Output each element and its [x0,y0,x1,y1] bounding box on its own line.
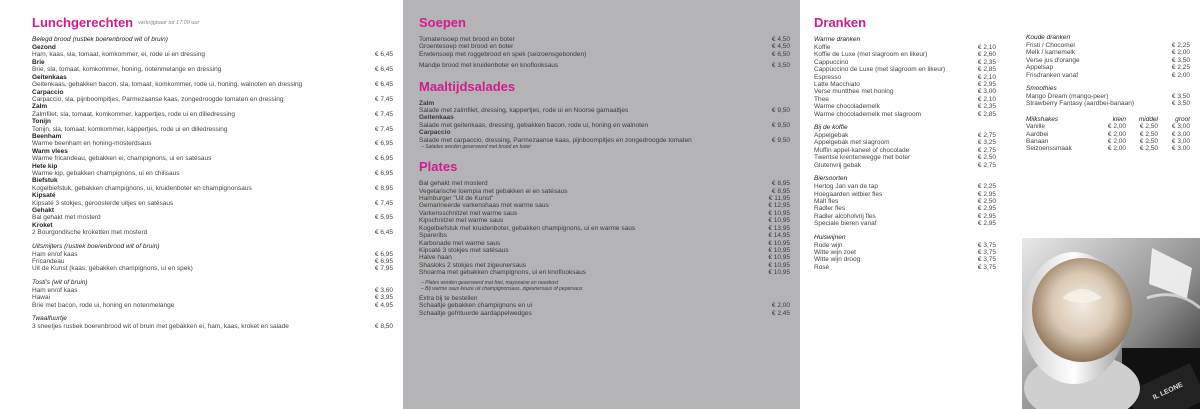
wijn-list [814,242,996,272]
item-name: Carpaccio [32,88,64,96]
item-price: € 8,50 [374,323,393,331]
item-description: Carpaccio, sla, pijnboompitjes, Parmezaanse kaas, zongedroogde tomaten en dressing [32,95,284,103]
plates-note-2: – Bij warme saus keuze uit champignonsaus, zigeunersaus of pepersaus [421,285,583,292]
salades-note: – Salades worden geserveerd met brood en boter [421,144,532,151]
menu-item [32,66,393,73]
menu-item [32,251,393,258]
item-price: € 6,45 [374,51,393,59]
salades-title: Maaltijdsalades [419,78,516,94]
lunch-column [0,0,403,409]
item-price: € 10,95 [768,217,790,225]
item-description: Speciale bieren vanaf [814,220,877,228]
item-price: € 2,85 [977,110,996,118]
menu-item [419,247,790,254]
item-description: Halve haan [419,254,452,262]
item-name: Kipsaté [32,192,56,200]
item-description: Hamburger "Uit de Kunst" [419,195,494,203]
item-description: Fricandeau [32,258,65,266]
item-description: Kipschnitzel met warme saus [419,217,504,225]
menu-item [419,240,790,247]
menu-item [32,185,393,192]
soepen-list [419,36,790,58]
plates-list [419,180,790,276]
item-description: Brie, sla, tomaat, komkommer, honing, notenmelange en dressing [32,66,222,74]
item-price: € 11,95 [768,195,790,203]
menu-item [1026,93,1190,100]
milkshake-price: € 2,00 [1107,145,1126,153]
item-price: € 2,60 [977,51,996,59]
menu-item [814,147,996,154]
koffie-list [814,132,996,169]
item-description: Uit de Kunst (kaas, gebakken champignons, ui en spek) [32,265,193,273]
menu-item [1026,64,1190,71]
soepen-extra: Mandje brood met kruidenboter en knoflooksaus € 3,50 [419,62,790,70]
item-price: € 2,50 [977,154,996,162]
item-description: Rosé [814,263,830,271]
item-description: Kogelbiefstuk, gebakken champignons, ui, kruidenboter en champignonsaus [32,184,252,192]
menu-item [1026,49,1190,56]
extra-list [419,302,790,317]
item-description: Warme fricandeau, gebakken ei, champignons, ui en satésaus [32,155,212,163]
item-price: € 7,45 [374,95,393,103]
item-description: Tonijn, sla, tomaat, komkommer, kappertjes, rode ui en dilledressing [32,125,228,133]
menu-item [32,155,393,162]
item-name: Biefstuk [32,177,58,185]
item-description: Gemarineerde varkenshaas met warme saus [419,202,549,210]
menu-item [814,132,996,139]
item-description: Shoarma met gebakken champignons, ui en knoflooksaus [419,269,586,277]
item-price: € 2,95 [977,81,996,89]
twaalfuurtje-list [32,323,393,330]
item-description: Bal gehakt met mosterd [32,214,101,222]
item-price: € 2,25 [1171,64,1190,72]
item-price: € 4,95 [374,301,393,309]
brood-header: Belegd brood (rustiek boerenbrood wit of bruin) [32,36,168,44]
plates-title: Plates [419,159,458,175]
item-price: € 14,95 [768,232,790,240]
menu-item [814,249,996,256]
dranken-right [1026,34,1190,153]
item-price: € 2,10 [977,95,996,103]
milkshake-price: € 2,50 [1139,138,1158,146]
item-description: Kipsaté 3 stokjes, geroosterde uitjes en satésaus [32,199,174,207]
item-description: Warme chocolademelk met slagroom [814,110,922,118]
item-description: Rode wijn [814,241,843,249]
menu-item [814,198,996,205]
menu-item [419,43,790,50]
menu-item [419,210,790,217]
item-name: Kroket [32,221,53,229]
milkshake-flavor: Vanille [1026,123,1046,131]
item-name: Hete kip [32,162,58,170]
menu-item [814,154,996,161]
item-description: Koffie [814,44,831,51]
item-description: Appelgebak [814,132,849,140]
item-description: Latte Macchiato [814,81,860,89]
menu-item [419,107,790,114]
menu-item [814,59,996,66]
item-description: Warme beenham en honing-mosterdsaus [32,140,152,148]
item-price: € 2,75 [977,146,996,154]
menu-item [814,139,996,146]
gray-column [403,0,800,409]
tostis-list [32,287,393,309]
item-price: € 6,95 [374,258,393,266]
bier-list [814,183,996,227]
menu-item [419,51,790,58]
menu-item [419,269,790,276]
item-price: € 5,95 [374,214,393,222]
milkshake-price: € 2,00 [1107,130,1126,138]
menu-item [32,294,393,301]
warm-list [814,44,996,118]
plates-note-1: – Plates worden geserveerd met friet, mayonaise en rauwkost [421,279,559,286]
menu-item [814,162,996,169]
item-description: Bal gehakt met mosterd [419,180,488,188]
tostis-header: Tosti's (wit of bruin) [32,278,88,286]
dranken-title: Dranken [814,15,867,30]
item-price: € 6,50 [771,50,790,58]
item-description: Ham, kaas, sla, tomaat, komkommer, ei, rode ui en dressing [32,51,206,59]
item-price: € 2,95 [977,212,996,220]
item-price: € 2,35 [977,103,996,111]
menu-item [419,122,790,129]
item-price: € 10,95 [768,269,790,277]
item-description: Hawai [32,294,51,302]
menu-item [814,220,996,227]
menu-item [419,36,790,43]
item-description: Strawberry Fantasy (aardbei-banaan) [1026,100,1135,108]
item-description: Schaaltje gefrituurde aardappelwedges [419,309,532,317]
item-description: Melk / karnemelk [1026,49,1076,57]
item-description: Frisdranken vanaf [1026,71,1079,79]
menu-item [419,254,790,261]
menu-item [419,195,790,202]
menu-item [1026,72,1190,79]
item-price: € 10,95 [768,261,790,269]
item-description: Mango Dream (mango-peer) [1026,93,1109,101]
item-name: Gezond [32,44,56,52]
milkshake-price: € 2,50 [1139,130,1158,138]
milkshakes-header: Milkshakes klein middel groot [1026,115,1190,123]
menu-item [419,302,790,309]
item-description: Geitenkaas, gebakken bacon, sla, tomaat, komkommer, rode ui, honing, walnoten en dressing [32,81,303,89]
item-price: € 3,75 [977,241,996,249]
item-price: € 2,35 [977,58,996,66]
item-description: Koffie de Luxe (met slagroom en likeur) [814,51,928,59]
item-price: € 2,00 [1171,71,1190,79]
item-description: Appelgebak met slagroom [814,139,890,147]
item-price: € 8,95 [374,184,393,192]
item-price: € 6,45 [374,66,393,74]
menu-item [419,310,790,317]
item-name: Geitenkaas [419,114,454,122]
milkshake-row [1026,131,1190,138]
item-price: € 7,45 [374,110,393,118]
item-description: Spareribs [419,232,447,240]
item-description: Cappuccino [814,58,849,66]
menu-item [814,183,996,190]
item-name: Geitenkaas [32,73,67,81]
warm-header: Warme dranken [814,36,861,43]
menu-item [419,137,790,144]
menu-item [419,180,790,187]
item-description: Salade met geitenkaas, dressing, gebakken bacon, rode ui, honing en walnoten [419,121,649,129]
item-description: Muffin appel-kaneel of chocolade [814,146,910,154]
koffie-header: Bij de koffie [814,124,848,132]
item-price: € 3,60 [374,286,393,294]
item-price: € 9,50 [771,121,790,129]
item-price: € 2,10 [977,73,996,81]
menu-item [814,205,996,212]
uitsmijters-list [32,251,393,273]
item-price: € 9,50 [771,107,790,115]
item-price: € 2,00 [1171,49,1190,57]
item-name: Carpaccio [419,129,451,137]
menu-item [32,258,393,265]
photo-label: IL LEONE [1152,381,1185,402]
item-description: Thee [814,95,829,103]
milkshake-price: € 2,00 [1107,123,1126,131]
item-description: Twentse krentenwegge met boter [814,154,911,162]
item-name: Tonijn [32,118,52,126]
lunch-title: Lunchgerechten verkrijgbaar tot 17:00 uur [32,15,200,30]
soepen-title: Soepen [419,15,466,30]
item-price: € 13,95 [768,224,790,232]
coffee-photo [1022,238,1200,409]
milkshake-flavor: Aardbei [1026,130,1049,138]
item-price: € 7,95 [374,265,393,273]
milkshakes-list [1026,123,1190,153]
milkshake-flavor: Banaan [1026,138,1049,146]
menu-item [32,302,393,309]
item-description: Erwtensoep met roggebrood en spek (seizoensgebonden) [419,50,587,58]
milkshake-price: € 3,00 [1171,138,1190,146]
item-description: Ham en/of kaas [32,250,78,258]
item-description: Verse jus d'orange [1026,56,1080,64]
item-price: € 2,95 [977,190,996,198]
item-description: Witte wijn zoet [814,248,856,256]
koud-header: Koude dranken [1026,34,1071,41]
menu-item [1026,100,1190,107]
item-name: Beenham [32,132,62,140]
item-price: € 3,95 [374,294,393,302]
item-price: € 6,95 [374,155,393,163]
menu-item [419,188,790,195]
brood-list [32,44,393,237]
item-price: € 9,50 [771,136,790,144]
menu-item [814,88,996,95]
menu-item [814,66,996,73]
menu-item [32,214,393,221]
menu-item [814,96,996,103]
item-description: Schaaltje gebakken champignons en ui [419,302,533,310]
item-price: € 2,95 [977,205,996,213]
milkshake-price: € 3,00 [1171,130,1190,138]
item-price: € 7,45 [374,125,393,133]
menu-item [814,44,996,51]
item-price: € 3,50 [1171,93,1190,101]
item-description: Tomatensoep met brood en boter [419,36,515,43]
menu-item [32,323,393,330]
item-price: € 6,95 [374,169,393,177]
item-price: € 2,50 [977,197,996,205]
menu-item [814,111,996,118]
item-description: Fristi / Chocomel [1026,42,1075,49]
item-price: € 2,00 [771,302,790,310]
lunch-subtitle: verkrijgbaar tot 17:00 uur [138,20,200,27]
milkshake-row [1026,145,1190,152]
menu-item [419,202,790,209]
menu-item [814,191,996,198]
item-description: Varkensschnitzel met warme saus [419,209,518,217]
item-description: 3 sneetjes rustiek boerenbrood wit of bruin met gebakken ei, ham, kaas, kroket en salade [32,323,289,331]
item-price: € 12,95 [768,202,790,210]
menu-item [32,200,393,207]
menu-item [32,126,393,133]
item-description: Warme kip, gebakken champignons, ui en chilisaus [32,169,180,177]
milkshake-row [1026,138,1190,145]
koud-list [1026,42,1190,79]
item-description: Ham en/of kaas [32,286,78,294]
item-price: € 2,25 [1171,42,1190,49]
item-description: 2 Bourgondische kroketten met mosterd [32,229,148,237]
menu-item [32,287,393,294]
item-description: Verse muntthee met honing [814,88,894,96]
milkshake-flavor: Seizoenssmaak [1026,145,1072,153]
item-description: Malt fles [814,197,839,205]
item-price: € 6,45 [374,229,393,237]
menu-item [32,96,393,103]
smoothies-list [1026,93,1190,108]
item-price: € 3,75 [977,263,996,271]
menu-item [419,232,790,239]
menu-item [32,51,393,58]
menu-item [32,81,393,88]
item-price: € 4,50 [771,43,790,51]
item-name: Zalm [419,99,435,107]
menu-item [32,140,393,147]
item-price: € 3,75 [977,256,996,264]
menu-item [814,256,996,263]
item-price: € 8,95 [771,180,790,188]
item-description: Cappuccino de Luxe (met slagroom en likeur) [814,66,946,74]
menu-item [32,229,393,236]
dranken-left [814,14,996,271]
milkshake-price: € 2,50 [1139,145,1158,153]
menu-item [419,262,790,269]
item-description: Hertog Jan van de tap [814,183,878,191]
milkshake-price: € 2,00 [1107,138,1126,146]
item-price: € 3,75 [977,248,996,256]
menu-item [814,51,996,58]
item-price: € 3,25 [977,139,996,147]
bier-header: Biersoorten [814,175,848,183]
menu-item [32,170,393,177]
item-description: Groentesoep met brood en boter [419,43,514,51]
item-price: € 6,45 [374,81,393,89]
item-description: Brie met bacon, rode ui, honing en notenmelange [32,301,175,309]
item-price: € 2,85 [977,66,996,74]
item-description: Hoegaarden witbier fles [814,190,883,198]
item-price: € 3,00 [977,88,996,96]
item-description: Warme chocolademelk [814,103,880,111]
item-description: Shasloks 2 stokjes met zigeunersaus [419,261,526,269]
smoothies-header: Smoothies [1026,85,1057,93]
item-price: € 2,95 [977,220,996,228]
item-price: € 10,95 [768,209,790,217]
item-price: € 4,50 [771,36,790,43]
item-price: € 2,10 [977,44,996,51]
salades-list [419,100,790,144]
menu-item [1026,42,1190,49]
uitsmijters-header: Uitsmijters (rustiek boerenbrood wit of bruin) [32,242,160,250]
item-price: € 8,95 [771,187,790,195]
item-name: Brie [32,58,45,66]
item-price: € 2,75 [977,161,996,169]
milkshake-price: € 3,00 [1171,145,1190,153]
item-description: Zalmfilet, sla, tomaat, komkommer, kappertjes, rode ui en dilledressing [32,110,236,118]
milkshake-row [1026,123,1190,130]
item-description: Kipsaté 3 stokjes met satésaus [419,246,509,254]
menu-item [814,242,996,249]
extra-header: Extra bij te bestellen [419,294,478,302]
item-price: € 10,95 [768,246,790,254]
item-price: € 3,50 [1171,56,1190,64]
item-price: € 2,45 [771,309,790,317]
menu-item [814,81,996,88]
item-description: Salade met zalmfilet, dressing, kappertjes, rode ui en Noorse garnaaltjes [419,107,629,115]
menu-item [814,103,996,110]
item-price: € 6,95 [374,250,393,258]
milkshake-price: € 2,50 [1139,123,1158,131]
item-price: € 2,75 [977,132,996,140]
item-description: Radler fles [814,205,846,213]
menu-item [32,265,393,272]
item-description: Karbonade met warme saus [419,239,501,247]
item-name: Zalm [32,103,48,111]
item-description: Espresso [814,73,842,81]
item-description: Witte wijn droog [814,256,861,264]
item-price: € 3,50 [1171,100,1190,108]
menu-item [32,111,393,118]
item-name: Warm vlees [32,147,68,155]
menu-item [1026,57,1190,64]
item-price: € 10,95 [768,254,790,262]
menu-item [814,264,996,271]
menu-item [419,225,790,232]
twaalfuurtje-header: Twaalfuurtje [32,315,67,323]
wijn-header: Huiswijnen [814,233,846,241]
item-description: Salade met carpaccio, dressing, Parmezaanse kaas, pijnboompitjes en zongedroogde tomaten [419,136,692,144]
menu-item [419,217,790,224]
item-description: Appelsap [1026,64,1054,72]
item-price: € 6,95 [374,140,393,148]
item-description: Kogelbiefstuk met kruidenboter, gebakken champignons, ui en warme saus [419,224,636,232]
item-price: € 10,95 [768,239,790,247]
item-price: € 7,45 [374,199,393,207]
milkshake-price: € 3,00 [1171,123,1190,131]
menu-item [814,74,996,81]
item-description: Radler alcoholvrij fles [814,212,876,220]
menu-item [814,213,996,220]
item-description: Vegetarische loempia met gebakken ei en satésaus [419,187,568,195]
item-price: € 2,25 [977,183,996,191]
item-description: Glutenvrij gebak [814,161,861,169]
item-name: Gehakt [32,207,55,214]
